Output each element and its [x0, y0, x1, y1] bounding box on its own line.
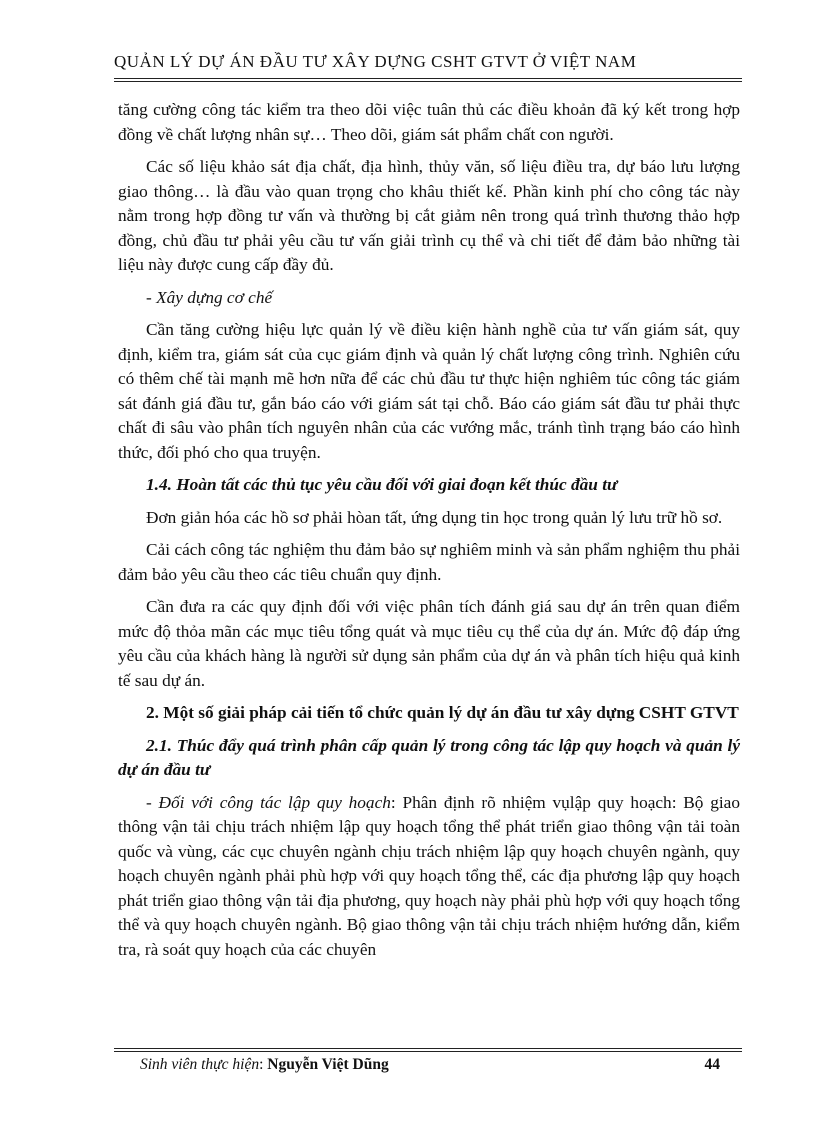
- footer-separator: :: [259, 1056, 268, 1073]
- paragraph-survey-data: Các số liệu khảo sát địa chất, địa hình, thủy văn, số liệu điều tra, dự báo lưu lượng giao thông… là đầu vào quan trọng cho khâu thiết kế. Phần kinh phí cho công tác này nằm trong hợp đồng tư vấn và thường bị cắt giảm nên trong quá trình thương thảo hợp đồng, chủ đầu tư phải yêu cầu tư vấn giải trình cụ thể và chi tiết để đảm bảo những tài liệu này được cung cấp đầy đủ.: [118, 157, 740, 274]
- paragraph-planning: [118, 791, 740, 963]
- paragraph-simplify-records: Đơn giản hóa các hồ sơ phải hòan tất, ứng dụng tin học trong quản lý lưu trữ hồ sơ.: [146, 507, 723, 527]
- paragraph-continued: tăng cường công tác kiểm tra theo dõi việc tuân thủ các điều khoản đã ký kết trong hợp đồng về chất lượng nhân sự… Theo dõi, giám sát phẩm chất con người.: [118, 100, 740, 144]
- paragraph-acceptance-reform: Cải cách công tác nghiệm thu đảm bảo sự nghiêm minh và sản phẩm nghiệm thu phải đảm bảo yêu cầu theo các tiêu chuẩn quy định.: [118, 540, 740, 584]
- page-body: [118, 98, 740, 970]
- subheading-mechanism: - Xây dựng cơ chế: [146, 287, 273, 307]
- footer-rule: [114, 1048, 742, 1052]
- section-heading-2: 2. Một số giải pháp cải tiến tổ chức quản lý dự án đầu tư xây dựng CSHT GTVT: [146, 703, 739, 722]
- planning-body-text: : Phân định rõ nhiệm vụlập quy hoạch: Bộ giao thông vận tải chịu trách nhiệm lập quy hoạch tổng thể phát triển giao thông vận tải toàn quốc và vùng, các cục chuyên ngành chịu trách nhiệm lập quy hoạch chuyên ngành, quy hoạch chuyên ngành phải phù hợp với quy hoạch tổng thể, các địa phương lập quy hoạch phát triển giao thông vận tải địa phương, quy hoạch này phải phù hợp với quy hoạch tổng thể và quy hoạch chuyên ngành. Bộ giao thông vận tải chịu trách nhiệm hướng dẫn, kiểm tra, rà soát quy hoạch của các chuyên: [118, 792, 740, 959]
- planning-lead-text: - Đối với công tác lập quy hoạch: [146, 792, 391, 812]
- section-heading-1-4: 1.4. Hoàn tất các thủ tục yêu cầu đối với giai đoạn kết thúc đầu tư: [146, 475, 618, 494]
- page-number: 44: [704, 1056, 720, 1073]
- section-heading-2-1: 2.1. Thúc đẩy quá trình phân cấp quản lý trong công tác lập quy hoạch và quản lý dự án đầu tư: [118, 735, 740, 779]
- footer-author: Nguyễn Việt Dũng: [267, 1056, 389, 1073]
- running-header: QUẢN LÝ DỰ ÁN ĐẦU TƯ XÂY DỰNG CSHT GTVT Ở VIỆT NAM: [114, 52, 637, 71]
- paragraph-post-project-evaluation: Cần đưa ra các quy định đối với việc phân tích đánh giá sau dự án trên quan điểm mức độ thỏa mãn các mục tiêu tổng quát và mục tiêu cụ thể của dự án. Mức độ đáp ứng yêu cầu của khách hàng là người sử dụng sản phẩm của dự án và phân tích hiệu quả kinh tế sau dự án.: [118, 597, 740, 690]
- header-rule: [114, 78, 742, 82]
- paragraph-mechanism: Cần tăng cường hiệu lực quản lý về điều kiện hành nghề của tư vấn giám sát, quy định, kiểm tra, giám sát của cục giám định và quản lý chất lượng công trình. Nghiên cứu có thêm chế tài mạnh mẽ hơn nữa để các chủ đầu tư thực hiện nghiêm túc công tác giám sát đánh giá đầu tư, gắn báo cáo với giám sát tại chỗ. Báo cáo giám sát đầu tư phải thực chất đi sâu vào phân tích nguyên nhân của các vướng mắc, tránh tình trạng báo cáo hình thức, đối phó cho qua truyện.: [118, 320, 740, 462]
- page-footer: [140, 1054, 720, 1076]
- footer-label: Sinh viên thực hiện: [140, 1056, 260, 1073]
